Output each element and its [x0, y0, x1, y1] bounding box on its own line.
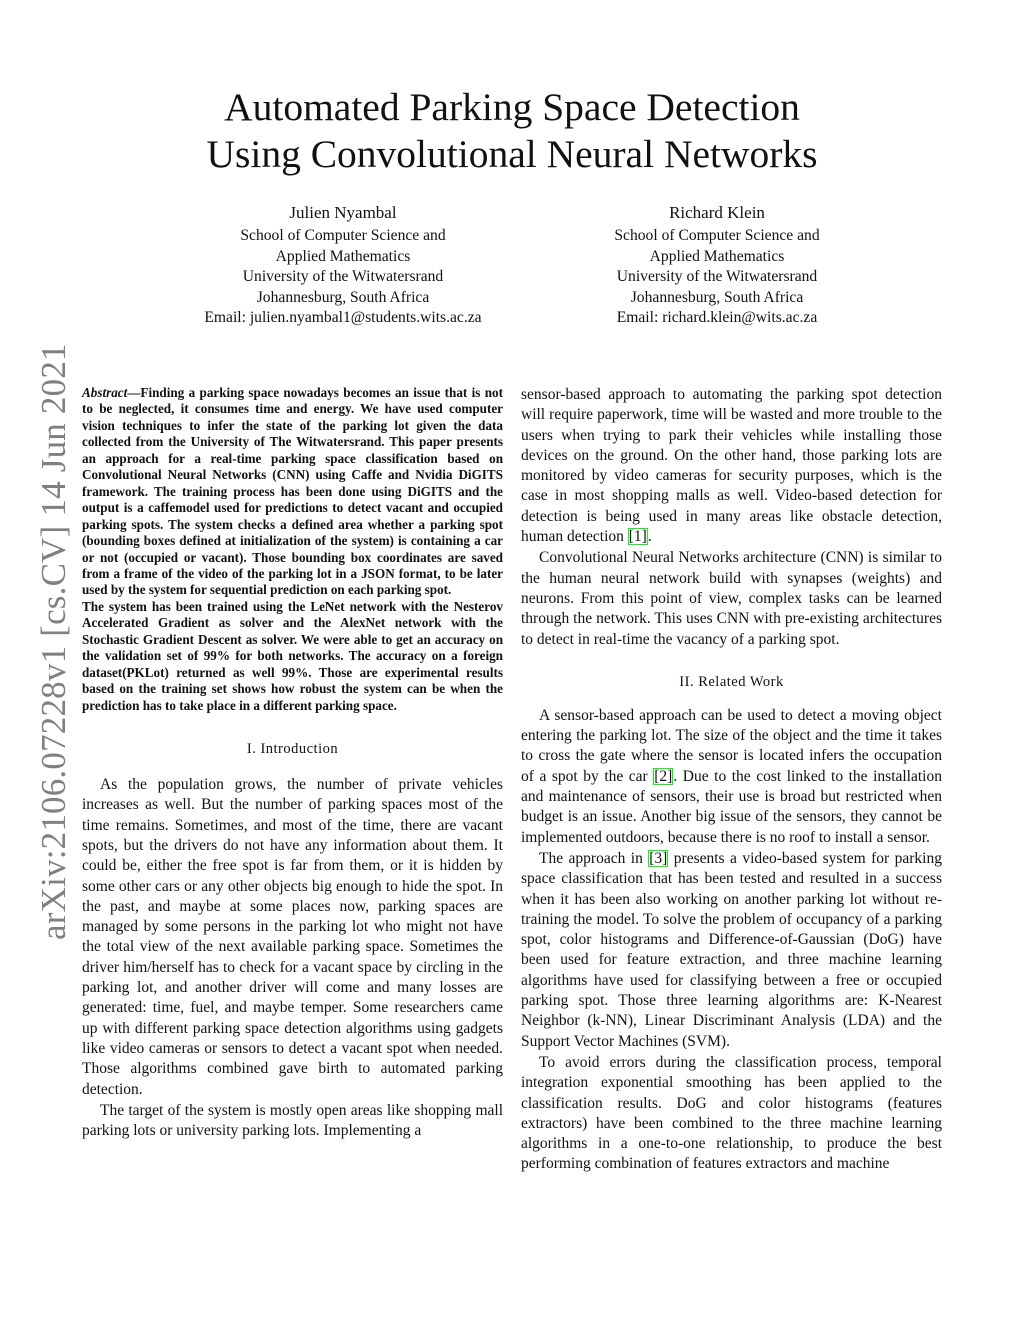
citation-link-2[interactable]: [2] [654, 767, 673, 785]
section-heading-introduction: I. Introduction [246, 741, 339, 758]
right-column [521, 385, 942, 1175]
author-name: Julien Nyambal [289, 203, 397, 222]
title-line-2: Using Convolutional Neural Networks [206, 132, 818, 176]
paragraph-text: sensor-based approach to automating the parking spot detection will require paperwork, time will be wasted and more trouble to the users when trying to park their vehicles while installing those devices on the ground. On the other hand, those parking lots are monitored by video cameras for security purposes, which is the case in most shopping malls as well. Video-based detection for detection is being used in many areas like obstacle detection, human detection [521, 386, 942, 546]
author-block-1 [163, 202, 523, 329]
left-column [82, 385, 503, 1141]
paragraph-text: A sensor-based approach can be used to detect a moving object entering the parking lot. The size of the object and the time it takes to cross the gate where the sensor is located infers the occupation of a spot by the car [521, 706, 942, 785]
author-affiliation-line: Johannesburg, South Africa [630, 288, 804, 306]
abstract-paragraph-1 [82, 385, 503, 599]
intro-paragraph-1: As the population grows, the number of private vehicles increases as well. But the number of parking spaces most of the time remains. Sometimes, and most of the time, there are vacant spots, but the drivers do not have any information about them. It could be, either the free spot is far from them, or it is hidden by some other cars or any other objects big enough to hide the spot. In the past, and maybe at some places now, parking spaces are managed by some persons in the parking lot who might not have the total view of the next available parking space. Sometimes the driver him/herself has to check for a vacant space by circling in the parking lot, and another driver will come and many losses are generated: time, fuel, and maybe temper. Some researchers came up with different parking space detection algorithms using gadgets like video cameras or sensors to detect a vacant spot when needed. Those algorithms combined gave birth to automated parking detection. [82, 776, 503, 1098]
author-affiliation-line: School of Computer Science and [614, 227, 820, 244]
author-affiliation-line: Applied Mathematics [275, 247, 411, 265]
abstract-text-1: Finding a parking space nowadays becomes an issue that is not to be neglected, it consumes time and energy. We have used computer vision techniques to infer the state of the parking lot given the data collected from the University of The Witwatersrand. This paper presents an approach for a real-time parking space classification based on Convolutional Neural Networks (CNN) using Caffe and Nvidia DiGITS framework. The training process has been done using DiGITS and the output is a caffemodel used for predictions to detect vacant and occupied parking spots. The system checks a defined area whether a parking spot (bounding boxes defined at initialization of the system) is containing a car or not (occupied or vacant). Those bounding box coordinates are saved from a frame of the video of the parking lot in a JSON format, to be later used by the system for sequential prediction on each parking spot. [82, 385, 503, 598]
abstract-label: Abstract [82, 385, 128, 400]
author-affiliation-line: University of the Witwatersrand [616, 268, 818, 286]
author-affiliation-line: Johannesburg, South Africa [256, 288, 430, 306]
section-heading-related-work: II. Related Work [679, 673, 784, 690]
author-affiliation-line: University of the Witwatersrand [242, 268, 444, 286]
author-name: Richard Klein [669, 203, 765, 222]
related-paragraph-2 [521, 849, 942, 1052]
right-paragraph-1 [521, 385, 942, 547]
related-paragraph-3: To avoid errors during the classification process, temporal integration exponential smoothing has been applied to the classification results. DoG and color histograms (features extractors) have been combined to the three machine learning algorithms in a one-to-one relationship, to produce the best performing combination of features extractors and machine [521, 1053, 942, 1173]
paragraph-text: . [647, 528, 652, 546]
abstract-paragraph-2: The system has been trained using the LeNet network with the Nesterov Accelerated Gradient as solver and the AlexNet network with the Stochastic Gradient Descent as solver. We were able to get an accuracy on the validation set of 99% for both networks. The accuracy on a foreign dataset(PKLot) returned as well 99%. Those are experimental results based on the training set shows how robust the system can be when the prediction has to take place in a different parking space. [82, 598, 503, 713]
author-affiliation-line: School of Computer Science and [240, 227, 446, 244]
author-block-2 [537, 202, 897, 329]
paragraph-text: presents a video-based system for parking space classification that has been tested and resulted in a success when it has been also working on another parking lot without re-training the model. To solve the problem of occupancy of a parking spot, color histograms and Difference-of-Gaussian (DoG) have been used for feature extraction, and three machine learning algorithms have used for classifying between a free or occupied parking spot. Those three learning algorithms are: K-Nearest Neighbor (k-NN), Linear Discriminant Analysis (LDA) and the Support Vector Machines (SVM). [521, 849, 942, 1050]
citation-link-3[interactable]: [3] [649, 849, 668, 867]
right-paragraph-2: Convolutional Neural Networks architecture (CNN) is similar to the human neural network build with synapses (weights) and neurons. From this point of view, complex tasks can be learned through the network. This uses CNN with pre-existing architectures to detect in real-time the vacancy of a parking spot. [521, 549, 942, 648]
author-affiliation-line: Applied Mathematics [649, 247, 785, 265]
author-email: Email: julien.nyambal1@students.wits.ac.za [204, 309, 482, 327]
author-email: Email: richard.klein@wits.ac.za [616, 309, 818, 327]
citation-link-1[interactable]: [1] [628, 528, 647, 546]
paper-title [0, 84, 1024, 178]
arxiv-identifier: arXiv:2106.07228v1 [cs.CV] 14 Jun 2021 [34, 343, 73, 940]
paragraph-text: . Due to the cost linked to the installation and maintenance of sensors, their use is broad but restricted when budget is an issue. Another big issue of the sensors, they cannot be implemented outdoors, because there is no roof to install a sensor. [521, 767, 942, 846]
title-line-1: Automated Parking Space Detection [224, 85, 800, 129]
paragraph-text: The approach in [539, 849, 649, 867]
related-paragraph-1 [521, 706, 942, 848]
abstract-dash: — [127, 385, 141, 400]
intro-paragraph-2: The target of the system is mostly open areas like shopping mall parking lots or university parking lots. Implementing a [82, 1101, 503, 1140]
